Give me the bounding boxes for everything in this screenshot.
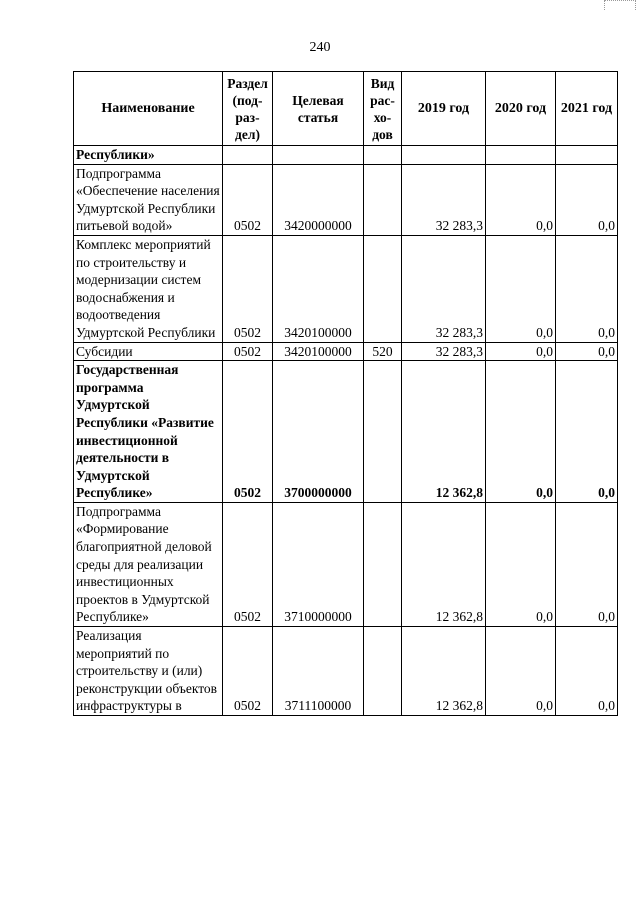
cell-section bbox=[223, 146, 273, 165]
cell-kind bbox=[364, 361, 402, 503]
table-row bbox=[74, 361, 618, 503]
budget-table bbox=[73, 71, 618, 716]
cell-2020: 0,0 bbox=[486, 164, 556, 235]
page-number: 240 bbox=[309, 40, 331, 55]
cell-2019: 32 283,3 bbox=[402, 164, 486, 235]
cell-target: 3420100000 bbox=[273, 342, 364, 361]
cell-2020: 0,0 bbox=[486, 502, 556, 626]
cell-2020: 0,0 bbox=[486, 361, 556, 503]
cell-2019: 12 362,8 bbox=[402, 361, 486, 503]
cell-section: 0502 bbox=[223, 342, 273, 361]
cell-section: 0502 bbox=[223, 502, 273, 626]
cell-target: 3420000000 bbox=[273, 164, 364, 235]
cell-2021 bbox=[556, 146, 618, 165]
table-row bbox=[74, 627, 618, 716]
header-target: Целевая статья bbox=[273, 72, 364, 146]
cell-section: 0502 bbox=[223, 361, 273, 503]
header-section: Раздел (под- раз- дел) bbox=[223, 72, 273, 146]
cell-2021: 0,0 bbox=[556, 342, 618, 361]
cell-2020: 0,0 bbox=[486, 235, 556, 342]
cell-target: 3710000000 bbox=[273, 502, 364, 626]
cell-2020: 0,0 bbox=[486, 627, 556, 716]
cell-kind bbox=[364, 164, 402, 235]
cell-2020 bbox=[486, 146, 556, 165]
header-2019: 2019 год bbox=[402, 72, 486, 146]
cell-name: Субсидии bbox=[74, 342, 223, 361]
cell-kind bbox=[364, 146, 402, 165]
cell-name: Государственная программа Удмуртской Республики «Развитие инвестиционной деятельности в Удмуртской Республике» bbox=[74, 361, 223, 503]
cell-2019: 32 283,3 bbox=[402, 342, 486, 361]
cell-target: 3711100000 bbox=[273, 627, 364, 716]
cell-kind: 520 bbox=[364, 342, 402, 361]
cell-name: Реализация мероприятий по строительству и (или) реконструкции объектов инфраструктуры в bbox=[74, 627, 223, 716]
table-body bbox=[74, 146, 618, 716]
cell-2019 bbox=[402, 146, 486, 165]
cell-2021: 0,0 bbox=[556, 627, 618, 716]
table-row bbox=[74, 164, 618, 235]
table-row bbox=[74, 342, 618, 361]
cell-name: Подпрограмма «Обеспечение населения Удмуртской Республики питьевой водой» bbox=[74, 164, 223, 235]
header-2021: 2021 год bbox=[556, 72, 618, 146]
cell-2020: 0,0 bbox=[486, 342, 556, 361]
cell-2019: 12 362,8 bbox=[402, 502, 486, 626]
header-kind: Вид рас- хо- дов bbox=[364, 72, 402, 146]
cell-kind bbox=[364, 502, 402, 626]
cell-name: Комплекс мероприятий по строительству и модернизации систем водоснабжения и водоотведения Удмуртской Республики bbox=[74, 235, 223, 342]
cell-name: Республики» bbox=[74, 146, 223, 165]
cell-section: 0502 bbox=[223, 164, 273, 235]
header-2020: 2020 год bbox=[486, 72, 556, 146]
cell-2021: 0,0 bbox=[556, 164, 618, 235]
table-row bbox=[74, 235, 618, 342]
cell-kind bbox=[364, 235, 402, 342]
cell-2021: 0,0 bbox=[556, 235, 618, 342]
cell-section: 0502 bbox=[223, 627, 273, 716]
cell-target: 3420100000 bbox=[273, 235, 364, 342]
table-header-row bbox=[74, 72, 618, 146]
scan-corner-mark bbox=[604, 0, 636, 10]
header-name: Наименование bbox=[74, 72, 223, 146]
table-row bbox=[74, 502, 618, 626]
cell-section: 0502 bbox=[223, 235, 273, 342]
cell-2019: 12 362,8 bbox=[402, 627, 486, 716]
cell-name: Подпрограмма «Формирование благоприятной деловой среды для реализации инвестиционных проектов в Удмуртской Республике» bbox=[74, 502, 223, 626]
cell-target bbox=[273, 146, 364, 165]
table-row bbox=[74, 146, 618, 165]
cell-2021: 0,0 bbox=[556, 502, 618, 626]
cell-2021: 0,0 bbox=[556, 361, 618, 503]
cell-2019: 32 283,3 bbox=[402, 235, 486, 342]
cell-target: 3700000000 bbox=[273, 361, 364, 503]
cell-kind bbox=[364, 627, 402, 716]
